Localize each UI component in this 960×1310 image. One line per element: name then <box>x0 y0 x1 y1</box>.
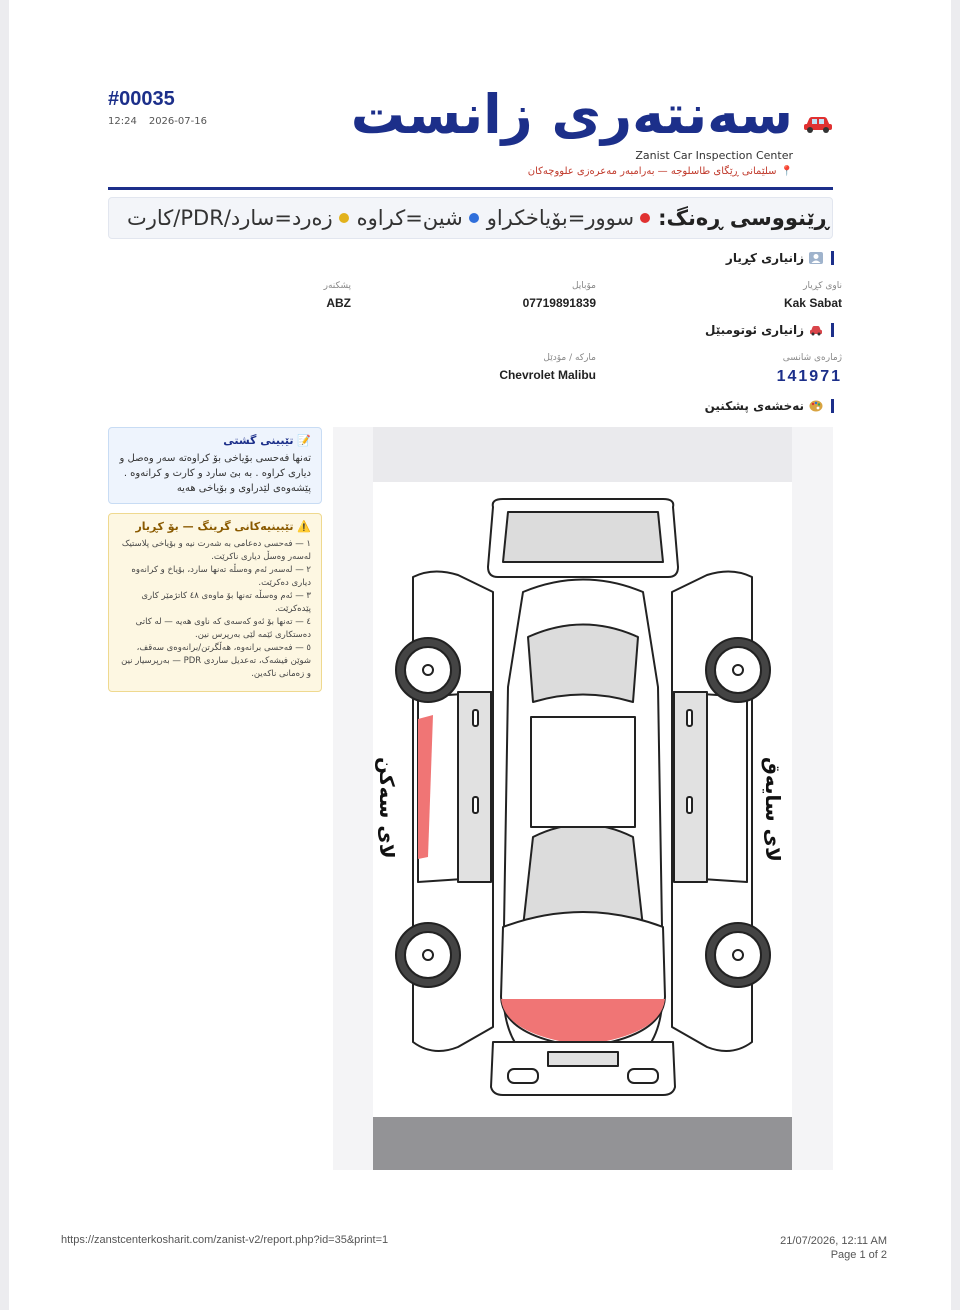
vehicle-section-heading <box>705 323 834 337</box>
legend-item-blue <box>357 206 479 230</box>
footer-url: https://zanstcenterkosharit.com/zanist-v2/report.php?id=35&print=1 <box>61 1234 389 1246</box>
legend-title: ڕێنووسی ڕەنگ: <box>658 206 829 230</box>
field-label: مارکە / مۆدێل <box>543 353 596 363</box>
customer-mobile: 07719891839 <box>522 296 596 310</box>
heading-text: زانیاری ئوتومبێل <box>704 323 804 337</box>
warning-item: ٤ — تەنها بۆ ئەو کەسەی کە ناوی هەیە — لە کاتی دەستکاری ئێمە لێی بەرپرس نین. <box>135 617 311 640</box>
warning-title-text: تێبینیەکانی گرینگ — بۆ کڕیار <box>135 520 294 533</box>
inspection-diagram <box>373 427 792 1170</box>
general-note <box>108 427 322 504</box>
field-label: پشکنەر <box>323 281 351 291</box>
car-diagram <box>373 427 792 1170</box>
car-icon <box>809 324 823 336</box>
car-icon <box>803 112 833 134</box>
heading-text: نەخشەی پشکنین <box>704 399 804 413</box>
customer-name-field <box>784 281 842 310</box>
legend-item-red <box>487 206 650 230</box>
customer-mobile-field <box>523 281 596 310</box>
footer-datetime: 21/07/2026, 12:11 AM <box>780 1235 887 1247</box>
legend-text: زەرد=سارد/PDR/کارت <box>127 206 333 230</box>
field-label: ناوی کڕیار <box>803 281 842 291</box>
report-meta <box>108 116 207 127</box>
map-pin-icon: 📍 <box>780 166 793 177</box>
chassis-field <box>777 353 842 386</box>
inspector-field <box>324 281 351 310</box>
important-notes <box>108 513 322 692</box>
report-date: 2026-07-16 <box>148 116 207 127</box>
field-label: ژمارەی شانسی <box>782 353 842 363</box>
palette-icon <box>809 400 823 412</box>
inspector-name: ABZ <box>326 296 351 310</box>
driver-side-label: لای سایەق <box>761 757 785 862</box>
vehicle-model: Chevrolet Malibu <box>499 368 596 382</box>
warning-title: ⚠️ تێبینیەکانی گرینگ — بۆ کڕیار <box>135 520 311 533</box>
report-header <box>108 84 833 184</box>
blue-dot-icon <box>469 213 479 223</box>
passenger-side-label: لای سەکن <box>375 757 399 859</box>
customer-name: Kak Sabat <box>783 296 842 310</box>
warning-item: ٢ — لەسەر ئەم وەسڵە تەنها سارد، بۆیاخ و کرانەوە دیاری دەکرێت. <box>131 565 311 588</box>
warning-item: ١ — فەحسی دەعامی بە شەرت نیە و بۆیاخی پلاستیک لەسەر وەسڵ دیاری ناکرێت. <box>121 539 311 562</box>
report-number: #00035 <box>108 88 175 110</box>
map-section-heading <box>705 399 834 413</box>
diagram-bottom-bar <box>373 1117 792 1170</box>
chassis-number: 141971 <box>776 368 842 385</box>
general-note-text: تەنها فەحسی بۆیاخی بۆ کراوەتە سەر وەصل و دیاری کراوە . بە بێ سارد و کارت و کرانەوە . پێشەوەی لێدراوی و بۆیاخی هەیە <box>119 453 311 494</box>
customer-section-heading <box>726 251 834 265</box>
model-field <box>499 353 596 382</box>
legend-item-yellow <box>127 206 349 230</box>
color-legend <box>108 197 833 239</box>
note-title-text: تێبینی گشتی <box>223 434 294 447</box>
footer-page: Page 1 of 2 <box>830 1249 887 1261</box>
heading-text: زانیاری کڕیار <box>725 251 804 265</box>
brand-subtitle: Zanist Car Inspection Center <box>635 149 793 162</box>
red-dot-icon <box>640 213 650 223</box>
general-note-title: 📝 تێبینی گشتی <box>223 434 311 447</box>
field-label: مۆبایل <box>571 281 596 291</box>
legend-text: شین=کراوە <box>356 206 463 230</box>
inspection-diagram-panel <box>333 427 833 1170</box>
header-divider <box>108 187 833 190</box>
address-text: سلێمانی ڕێگای طاسلوجه — بەرامبەر مەعرەزی علووچەکان <box>527 166 777 177</box>
report-time: 12:24 <box>108 116 137 127</box>
brand-address <box>528 166 793 177</box>
legend-text: سوور=بۆیاخکراو <box>486 206 635 230</box>
footer-info <box>780 1234 887 1262</box>
warning-item: ٥ — فەحسی برانەوە، هەڵگرتن/برانەوەی سەقف، شوێن فیشەک، تەعدیل ساردی PDR — بەرپرسیار نین و زەمانی ناکەین. <box>121 643 311 679</box>
warning-item: ٣ — ئەم وەسڵە تەنها بۆ ماوەی ٤٨ کاتژمێر کاری پێدەکرێت. <box>141 591 311 614</box>
user-icon <box>809 252 823 264</box>
brand-title: سەنتەری زانست <box>350 83 793 146</box>
yellow-dot-icon <box>339 213 349 223</box>
